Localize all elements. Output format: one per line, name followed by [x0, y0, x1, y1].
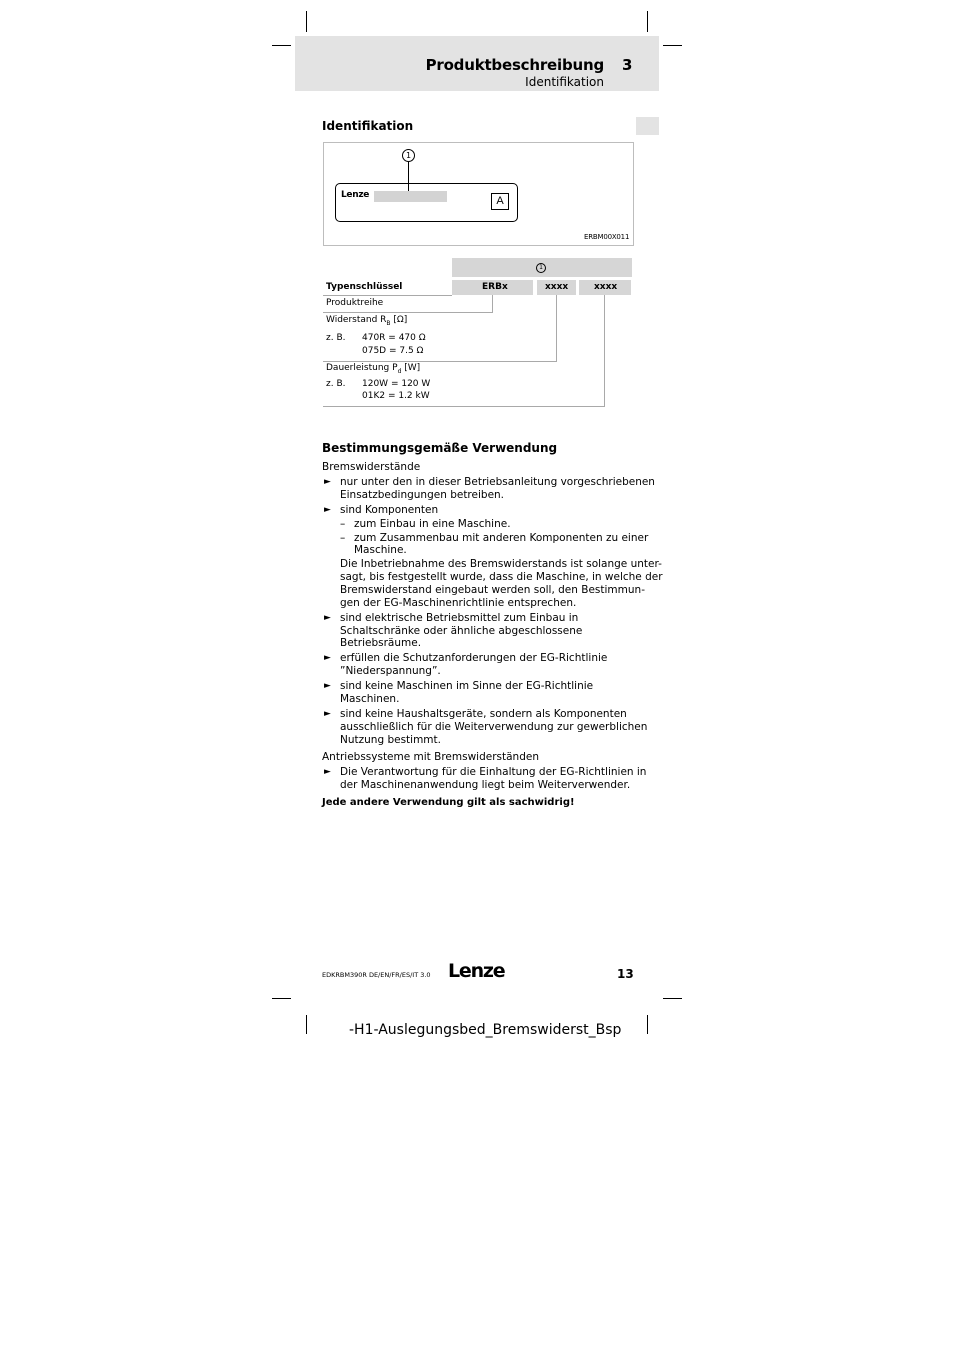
- crop-mark: [306, 1015, 307, 1034]
- resistance-label-text: Widerstand R: [326, 315, 387, 325]
- bullet-6-line-3: Nutzung bestimmt.: [340, 734, 441, 746]
- power-example-1: 120W = 120 W: [362, 379, 431, 389]
- power-bracket-line: [604, 295, 605, 407]
- resistance-subscript: B: [386, 319, 391, 327]
- resistance-bracket-line: [556, 295, 557, 362]
- crop-mark: [272, 998, 291, 999]
- bullet-5-line-1: sind keine Maschinen im Sinne der EG-Richtlinie: [340, 680, 594, 692]
- chapter-tab-marker: [636, 117, 659, 135]
- bullet-marker: ►: [324, 767, 331, 777]
- bullet-7-line-1: Die Verantwortung für die Einhaltung der EG-Richtlinien in: [340, 766, 647, 778]
- bullet-2: sind Komponenten: [340, 504, 439, 516]
- bullet-5-line-2: Maschinen.: [340, 693, 400, 705]
- bullet-marker: ►: [324, 505, 331, 515]
- power-unit: [W]: [404, 363, 421, 373]
- series-bracket-line: [323, 312, 493, 313]
- crop-mark: [306, 11, 307, 32]
- figure-callout-1: 1: [402, 149, 415, 162]
- paragraph-line-3: Bremswiderstand eingebaut werden soll, den Bestimmun-: [340, 584, 645, 596]
- footer-doc-code: EDKRBM390R DE/EN/FR/ES/IT 3.0: [322, 971, 431, 979]
- resistance-example-1: 470R = 470 Ω: [362, 333, 426, 343]
- bullet-marker: ►: [324, 681, 331, 691]
- plate-marker-a: A: [491, 193, 509, 210]
- usage-intro: Bremswiderstände: [322, 461, 421, 473]
- bullet-3-line-3: Betriebsräume.: [340, 637, 422, 649]
- bullet-3-line-1: sind elektrische Betriebsmittel zum Einbau in: [340, 612, 579, 624]
- dash-1: zum Einbau in eine Maschine.: [354, 518, 511, 530]
- crop-mark: [663, 998, 682, 999]
- product-series-label: Produktreihe: [326, 298, 384, 308]
- bullet-7-line-2: der Maschinenanwendung liegt beim Weiterverwender.: [340, 779, 631, 791]
- type-key-col-1-label: ERBx: [482, 282, 508, 292]
- crop-mark: [663, 45, 682, 46]
- section-heading-verwendung: Bestimmungsgemäße Verwendung: [322, 441, 558, 455]
- resistance-example-2: 075D = 7.5 Ω: [362, 346, 424, 356]
- table-divider: [323, 295, 452, 296]
- power-label-text: Dauerleistung P: [326, 363, 398, 373]
- table-callout-1: 1: [536, 263, 546, 273]
- plate-type-field: [374, 191, 447, 202]
- page-subtitle: Identifikation: [525, 75, 604, 89]
- bullet-1-line-1: nur unter den in dieser Betriebsanleitung vorgeschriebenen: [340, 476, 655, 488]
- usage-intro-2: Antriebssysteme mit Bremswiderständen: [322, 751, 539, 763]
- dash-marker: –: [340, 532, 346, 544]
- power-eg-label: z. B.: [326, 379, 346, 389]
- paragraph-line-2: sagt, bis festgestellt wurde, dass die Maschine, in welche der: [340, 571, 663, 583]
- dash-marker: –: [340, 518, 346, 530]
- figure-code: ERBM00X011: [584, 233, 630, 241]
- dash-2-line-2: Maschine.: [354, 544, 407, 556]
- bullet-6-line-2: ausschließlich für die Weiterverwendung zur gewerblichen: [340, 721, 648, 733]
- bullet-marker: ►: [324, 653, 331, 663]
- bullet-1-line-2: Einsatzbedingungen betreiben.: [340, 489, 505, 501]
- paragraph-line-1: Die Inbetriebnahme des Bremswiderstands ist solange unter-: [340, 558, 662, 570]
- page-title: Produktbeschreibung: [425, 56, 604, 74]
- bottom-file-label: -H1-Auslegungsbed_Bremswiderst_Bsp: [349, 1022, 622, 1038]
- type-key-label: Typenschlüssel: [326, 282, 403, 292]
- bullet-marker: ►: [324, 709, 331, 719]
- page-number: 13: [617, 967, 634, 981]
- bullet-3-line-2: Schaltschränke oder ähnliche abgeschlossene: [340, 625, 583, 637]
- crop-mark: [647, 11, 648, 32]
- bullet-4-line-2: ”Niederspannung”.: [340, 665, 441, 677]
- power-example-2: 01K2 = 1.2 kW: [362, 391, 430, 401]
- crop-mark: [647, 1015, 648, 1034]
- power-label: [326, 363, 420, 375]
- crop-mark: [272, 45, 291, 46]
- closing-statement: Jede andere Verwendung gilt als sachwidrig!: [322, 797, 575, 808]
- resistance-eg-label: z. B.: [326, 333, 346, 343]
- bullet-4-line-1: erfüllen die Schutzanforderungen der EG-Richtlinie: [340, 652, 608, 664]
- bullet-marker: ►: [324, 477, 331, 487]
- resistance-label: [326, 315, 407, 327]
- type-key-col-3-label: xxxx: [594, 282, 618, 292]
- type-key-col-2-label: xxxx: [545, 282, 569, 292]
- bullet-marker: ►: [324, 613, 331, 623]
- plate-brand-logo: Lenze: [341, 190, 370, 200]
- footer-brand-logo: Lenze: [448, 960, 505, 982]
- bullet-6-line-1: sind keine Haushaltsgeräte, sondern als Komponenten: [340, 708, 627, 720]
- chapter-number: 3: [622, 56, 633, 74]
- section-heading-identifikation: Identifikation: [322, 119, 414, 133]
- series-bracket-line: [492, 295, 493, 313]
- paragraph-line-4: gen der EG-Maschinenrichtlinie entsprechen.: [340, 597, 577, 609]
- resistance-unit: [Ω]: [393, 315, 408, 325]
- power-subscript: d: [397, 367, 402, 375]
- power-bracket-line: [323, 406, 605, 407]
- dash-2-line-1: zum Zusammenbau mit anderen Komponenten zu einer: [354, 532, 649, 544]
- resistance-bracket-line: [323, 361, 557, 362]
